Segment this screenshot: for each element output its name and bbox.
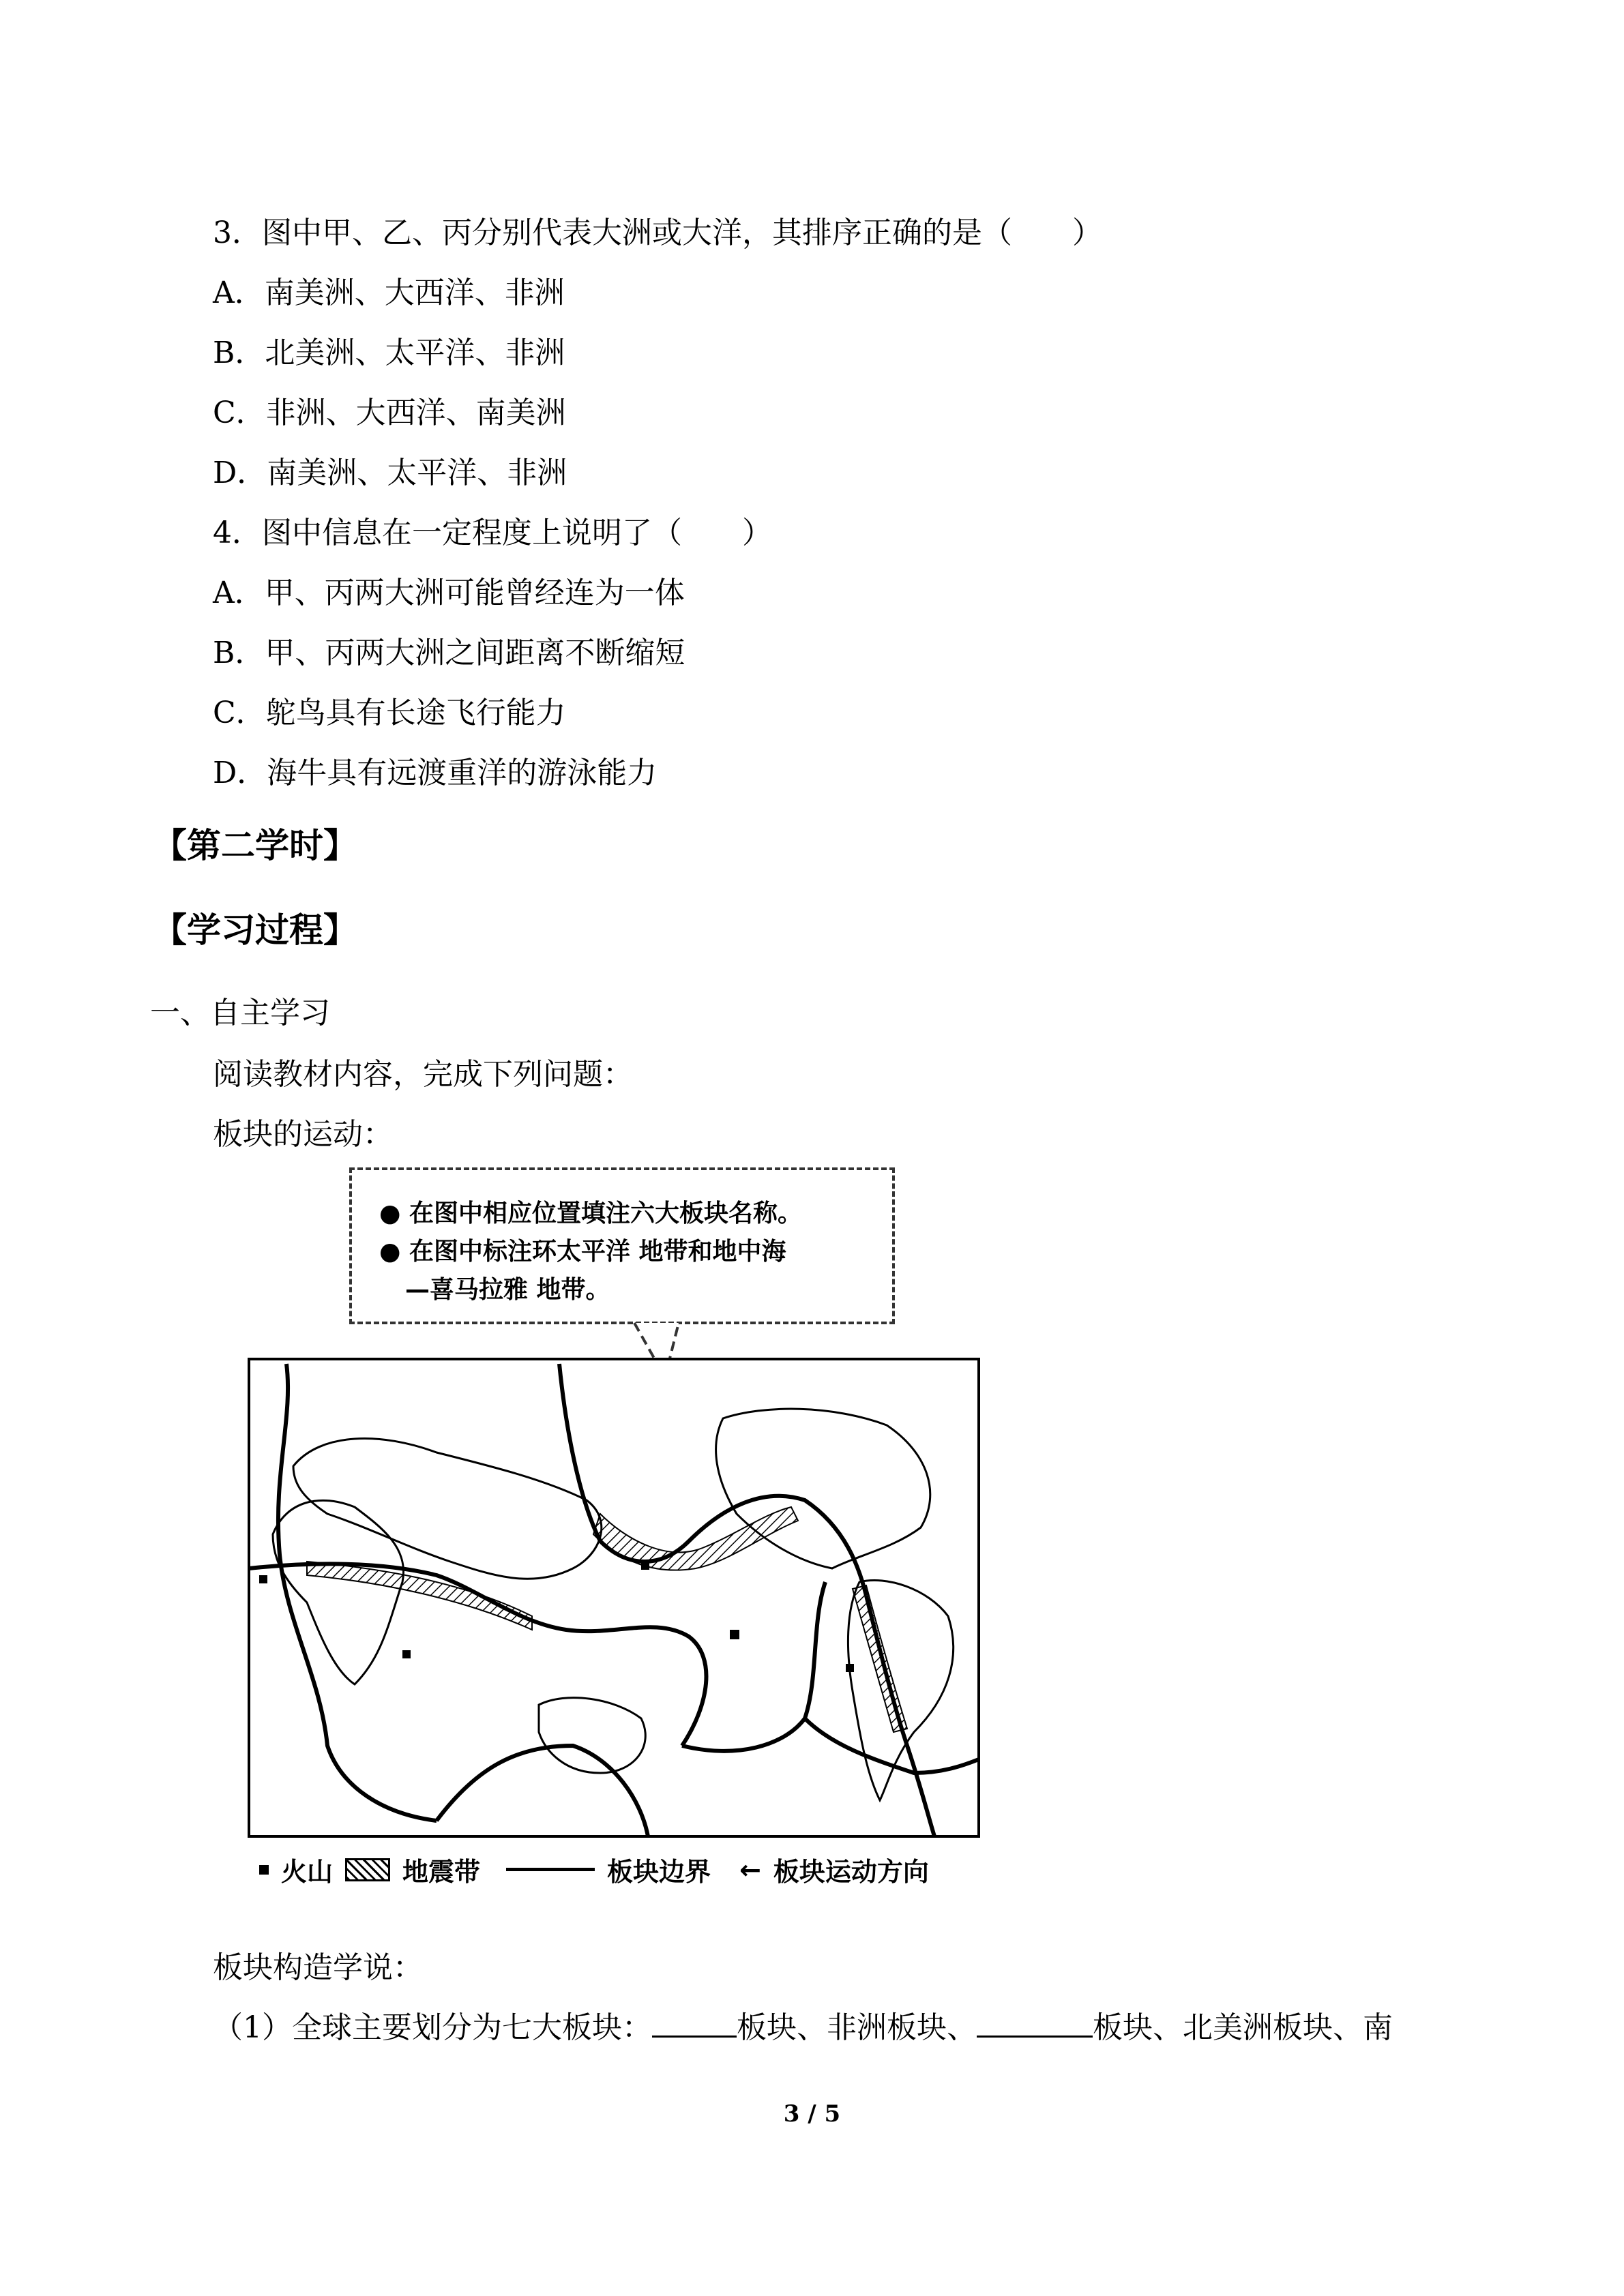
page-number: 3 / 5 (783, 2100, 841, 2128)
boundary-legend-label: 板块边界 (607, 1857, 711, 1887)
q4-option-b: B．甲、丙两大洲之间距离不断缩短 (213, 636, 685, 670)
fill-blank-2[interactable] (977, 2008, 1093, 2038)
q3-option-c: C．非洲、大西洋、南美洲 (213, 396, 566, 430)
callout-item-2: ● 在图中标注环太平洋 地带和地中海 (379, 1238, 786, 1266)
theory-line-1 (213, 2008, 1393, 2048)
quake-legend-icon (345, 1858, 390, 1881)
volcano-legend-icon (259, 1865, 269, 1875)
process-heading: 【学习过程】 (153, 910, 357, 950)
callout-item-1: ● 在图中相应位置填注六大板块名称。 (379, 1199, 802, 1227)
section-intro: 阅读教材内容，完成下列问题： (213, 1057, 633, 1092)
lesson-heading: 【第二学时】 (153, 825, 357, 865)
q3-option-a: A．南美洲、大西洋、非洲 (213, 275, 565, 310)
theory-title: 板块构造学说： (213, 1950, 423, 1985)
plate-motion-label: 板块的运动： (213, 1117, 393, 1152)
volcano-icon (846, 1664, 854, 1672)
q3-option-b: B．北美洲、太平洋、非洲 (213, 336, 565, 370)
volcano-icon (402, 1650, 411, 1658)
theory-line-1-b: 板块、非洲板块、 (737, 2010, 977, 2045)
volcano-icon (730, 1630, 739, 1639)
q3-option-d: D．南美洲、太平洋、非洲 (213, 456, 567, 490)
section-title: 一、自主学习 (150, 996, 330, 1030)
volcano-icon (641, 1562, 649, 1570)
direction-legend-label: 板块运动方向 (773, 1857, 929, 1887)
quake-legend-label: 地震带 (402, 1857, 481, 1887)
boundary-legend-icon (506, 1868, 595, 1871)
theory-line-1-a: （1）全球主要划分为七大板块： (213, 2010, 652, 2045)
question-3-stem: 3．图中甲、乙、丙分别代表大洲或大洋，其排序正确的是（ ） (213, 215, 1102, 250)
map-legend (259, 1851, 929, 1888)
question-4-stem: 4．图中信息在一定程度上说明了（ ） (213, 516, 772, 550)
q4-option-c: C．鸵鸟具有长途飞行能力 (213, 696, 566, 730)
volcano-icon (259, 1575, 267, 1583)
q4-option-a: A．甲、丙两大洲可能曾经连为一体 (213, 576, 685, 610)
fill-blank-1[interactable] (652, 2008, 737, 2038)
volcano-legend-label: 火山 (281, 1857, 334, 1887)
arrow-left-icon: ← (739, 1854, 761, 1885)
q4-option-d: D．海牛具有远渡重洋的游泳能力 (213, 756, 658, 790)
callout-item-3: —喜马拉雅 地带。 (405, 1276, 610, 1304)
theory-line-1-c: 板块、北美洲板块、南 (1093, 2010, 1393, 2045)
